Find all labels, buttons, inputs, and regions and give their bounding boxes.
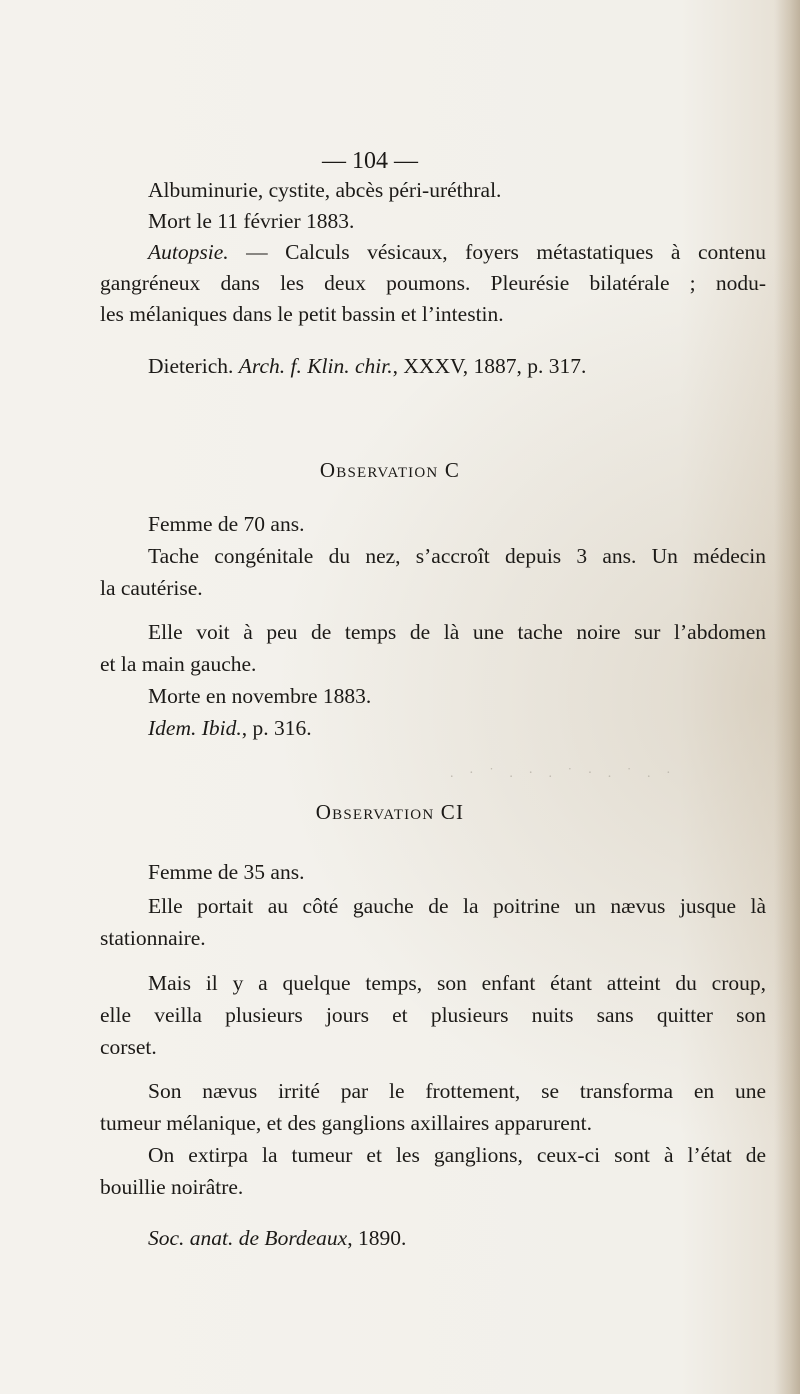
reference-line: [148, 718, 312, 740]
text-line: Morte en novembre 1883.: [148, 684, 372, 708]
text-line: Son nævus irrité par le frottement, se transforma en une: [148, 1079, 766, 1103]
section-heading: Observation CI: [315, 800, 465, 824]
text-line: Elle voit à peu de temps de là une tache noire sur l’abdomen: [148, 620, 766, 644]
autopsie-label: Autopsie.: [148, 240, 229, 264]
text-line: Femme de 70 ans.: [148, 512, 305, 536]
text-line: corset.: [100, 1035, 157, 1059]
reference-details: , 1890.: [347, 1226, 407, 1250]
reference-idem: Idem. Ibid.: [148, 716, 242, 740]
page-edge-shadow: [774, 0, 800, 1394]
reference-journal: Soc. anat. de Bordeaux: [148, 1226, 348, 1250]
text-line: et la main gauche.: [100, 652, 257, 676]
text-line: Mort le 11 février 1883.: [148, 209, 355, 233]
reference-author: Dieterich.: [148, 354, 239, 378]
print-speckles: . · ˙ . · . ˙ · . ˙ . ·: [450, 766, 677, 781]
reference-details: , XXXV, 1887, p. 317.: [392, 354, 587, 378]
text-line: gangréneux dans les deux poumons. Pleurésie bilatérale ; nodu-: [100, 271, 766, 295]
text-span: — Calculs vésicaux, foyers métastatiques à contenu: [228, 240, 766, 264]
text-line: Mais il y a quelque temps, son enfant étant atteint du croup,: [148, 971, 766, 995]
text-line: On extirpa la tumeur et les ganglions, ceux-ci sont à l’état de: [148, 1143, 766, 1167]
reference-details: , p. 316.: [241, 716, 312, 740]
text-line: Femme de 35 ans.: [148, 860, 305, 884]
reference-line: [148, 1228, 406, 1250]
section-heading: Observation C: [319, 458, 461, 482]
reference-line: [148, 356, 586, 378]
text-line: Elle portait au côté gauche de la poitrine un nævus jusque là: [148, 894, 766, 918]
text-line: les mélaniques dans le petit bassin et l’intestin.: [100, 302, 504, 326]
page-number: — 104 —: [322, 148, 418, 174]
text-line: [148, 242, 766, 264]
text-line: bouillie noirâtre.: [100, 1175, 244, 1199]
text-line: tumeur mélanique, et des ganglions axillaires apparurent.: [100, 1111, 592, 1135]
text-line: stationnaire.: [100, 926, 206, 950]
text-line: Tache congénitale du nez, s’accroît depuis 3 ans. Un médecin: [148, 544, 766, 568]
text-line: elle veilla plusieurs jours et plusieurs nuits sans quitter son: [100, 1003, 766, 1027]
text-line: Albuminurie, cystite, abcès péri-uréthral.: [148, 178, 502, 202]
reference-journal: Arch. f. Klin. chir.: [238, 354, 393, 378]
text-line: la cautérise.: [100, 576, 203, 600]
